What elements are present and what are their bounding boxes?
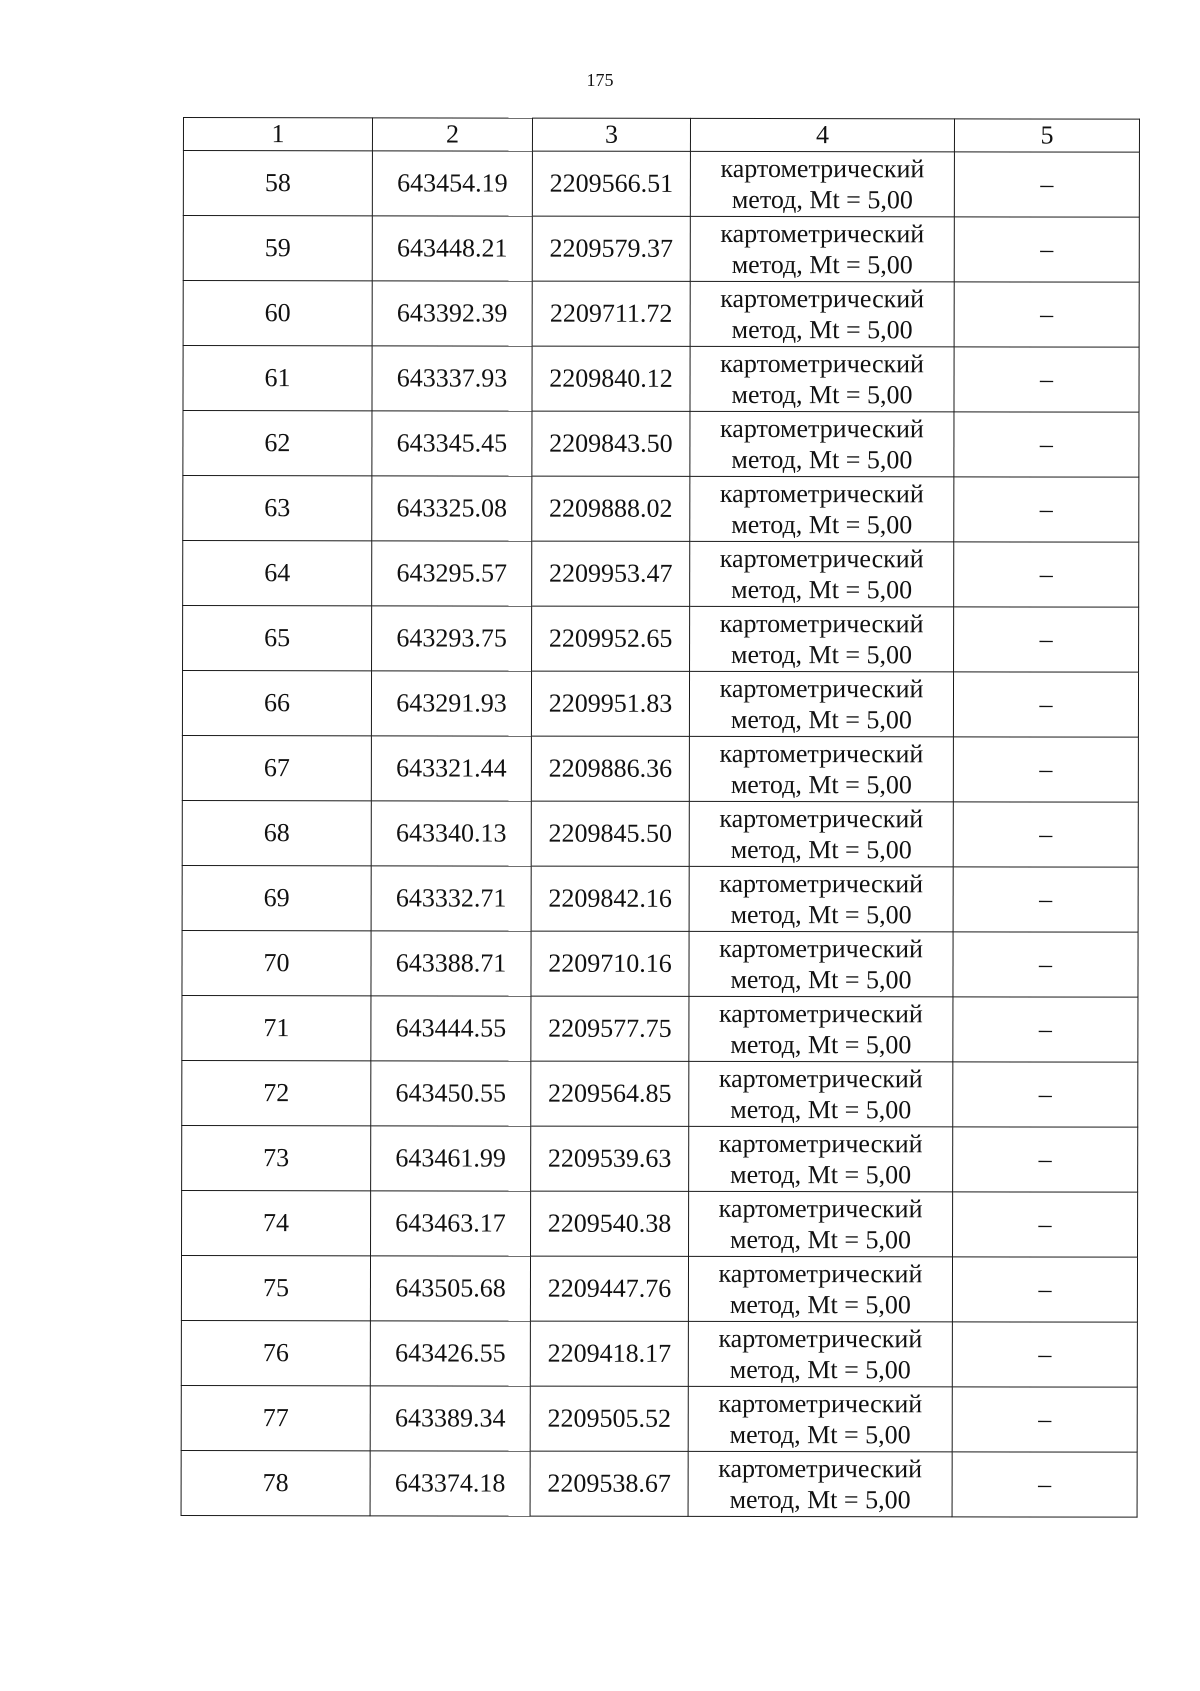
method-cell bbox=[689, 1126, 953, 1191]
table-row bbox=[183, 346, 1139, 413]
x-coordinate-cell: 643505.68 bbox=[370, 1256, 530, 1321]
table-row bbox=[182, 735, 1138, 802]
table-row bbox=[182, 1060, 1138, 1127]
method-line-2: метод, Mt = 5,00 bbox=[731, 639, 913, 670]
method-line-2: метод, Mt = 5,00 bbox=[729, 1289, 911, 1320]
header-col-4: 4 bbox=[690, 118, 954, 151]
method-line-1: картометрический bbox=[719, 478, 924, 509]
point-number-cell: 61 bbox=[183, 346, 372, 411]
table-row bbox=[181, 1450, 1137, 1517]
note-cell: – bbox=[954, 412, 1139, 477]
method-line-2: метод, Mt = 5,00 bbox=[729, 1354, 911, 1385]
method-line-1: картометрический bbox=[719, 738, 924, 769]
x-coordinate-cell: 643345.45 bbox=[372, 411, 532, 476]
method-line-1: картометрический bbox=[720, 283, 925, 314]
y-coordinate-cell: 2209540.38 bbox=[531, 1191, 689, 1256]
point-number-cell: 65 bbox=[183, 606, 372, 671]
point-number-cell: 68 bbox=[182, 800, 371, 865]
note-cell: – bbox=[953, 867, 1138, 932]
note-cell: – bbox=[952, 1452, 1137, 1517]
table-row bbox=[181, 1255, 1137, 1322]
method-cell bbox=[690, 281, 954, 346]
method-line-2: метод, Mt = 5,00 bbox=[730, 899, 912, 930]
y-coordinate-cell: 2209840.12 bbox=[532, 346, 690, 411]
y-coordinate-cell: 2209711.72 bbox=[532, 281, 690, 346]
note-cell: – bbox=[952, 1322, 1137, 1387]
point-number-cell: 75 bbox=[181, 1255, 370, 1320]
method-line-1: картометрический bbox=[719, 608, 924, 639]
method-line-1: картометрический bbox=[719, 673, 924, 704]
method-line-1: картометрический bbox=[719, 543, 924, 574]
x-coordinate-cell: 643293.75 bbox=[372, 606, 532, 671]
note-cell: – bbox=[953, 1127, 1138, 1192]
point-number-cell: 71 bbox=[182, 995, 371, 1060]
method-line-2: метод, Mt = 5,00 bbox=[731, 249, 913, 280]
method-line-1: картометрический bbox=[718, 1258, 923, 1289]
table-row bbox=[183, 216, 1139, 283]
x-coordinate-cell: 643332.71 bbox=[371, 866, 531, 931]
method-cell bbox=[689, 996, 953, 1061]
table-row bbox=[181, 1385, 1137, 1452]
method-line-2: метод, Mt = 5,00 bbox=[731, 184, 913, 215]
header-col-2: 2 bbox=[372, 118, 532, 151]
note-cell: – bbox=[954, 217, 1139, 282]
point-number-cell: 72 bbox=[182, 1060, 371, 1125]
note-cell: – bbox=[952, 1387, 1137, 1452]
point-number-cell: 67 bbox=[182, 735, 371, 800]
method-cell bbox=[690, 476, 954, 541]
x-coordinate-cell: 643295.57 bbox=[372, 541, 532, 606]
table-row bbox=[182, 995, 1138, 1062]
method-line-1: картометрический bbox=[718, 1323, 923, 1354]
note-cell: – bbox=[953, 672, 1138, 737]
table-header bbox=[183, 118, 1139, 153]
point-number-cell: 77 bbox=[181, 1385, 370, 1450]
method-cell bbox=[689, 931, 953, 996]
y-coordinate-cell: 2209886.36 bbox=[531, 736, 689, 801]
method-cell bbox=[688, 1321, 952, 1386]
point-number-cell: 63 bbox=[183, 476, 372, 541]
point-number-cell: 78 bbox=[181, 1450, 370, 1515]
table-row bbox=[183, 606, 1139, 673]
point-number-cell: 70 bbox=[182, 930, 371, 995]
x-coordinate-cell: 643374.18 bbox=[370, 1451, 530, 1516]
method-line-1: картометрический bbox=[718, 1453, 923, 1484]
table-body bbox=[181, 151, 1139, 1518]
table-row bbox=[183, 281, 1139, 348]
x-coordinate-cell: 643463.17 bbox=[371, 1191, 531, 1256]
x-coordinate-cell: 643461.99 bbox=[371, 1126, 531, 1191]
y-coordinate-cell: 2209538.67 bbox=[530, 1451, 688, 1516]
table-row bbox=[183, 541, 1139, 608]
method-line-2: метод, Mt = 5,00 bbox=[730, 834, 912, 865]
table-row bbox=[182, 671, 1138, 738]
point-number-cell: 64 bbox=[183, 541, 372, 606]
coordinates-table bbox=[181, 117, 1140, 1518]
y-coordinate-cell: 2209888.02 bbox=[532, 476, 690, 541]
y-coordinate-cell: 2209842.16 bbox=[531, 866, 689, 931]
method-line-1: картометрический bbox=[718, 1193, 923, 1224]
table-row bbox=[183, 151, 1139, 218]
y-coordinate-cell: 2209566.51 bbox=[532, 151, 690, 216]
x-coordinate-cell: 643448.21 bbox=[372, 216, 532, 281]
table-row bbox=[182, 1125, 1138, 1192]
header-col-5: 5 bbox=[954, 119, 1139, 152]
method-line-2: метод, Mt = 5,00 bbox=[729, 1419, 911, 1450]
method-cell bbox=[688, 1256, 952, 1321]
y-coordinate-cell: 2209447.76 bbox=[530, 1256, 688, 1321]
method-line-2: метод, Mt = 5,00 bbox=[730, 1029, 912, 1060]
table-row bbox=[181, 1320, 1137, 1387]
method-cell bbox=[690, 346, 954, 411]
note-cell: – bbox=[954, 477, 1139, 542]
table-row bbox=[182, 1190, 1138, 1257]
note-cell: – bbox=[953, 737, 1138, 802]
method-line-1: картометрический bbox=[719, 868, 924, 899]
method-cell bbox=[689, 736, 953, 801]
method-line-2: метод, Mt = 5,00 bbox=[730, 1094, 912, 1125]
point-number-cell: 62 bbox=[183, 411, 372, 476]
method-line-2: метод, Mt = 5,00 bbox=[731, 444, 913, 475]
method-cell bbox=[690, 411, 954, 476]
point-number-cell: 69 bbox=[182, 865, 371, 930]
method-cell bbox=[690, 151, 954, 216]
y-coordinate-cell: 2209564.85 bbox=[531, 1061, 689, 1126]
header-row bbox=[183, 118, 1139, 153]
method-cell bbox=[688, 1386, 952, 1451]
header-col-3: 3 bbox=[532, 118, 690, 151]
point-number-cell: 60 bbox=[183, 281, 372, 346]
point-number-cell: 73 bbox=[182, 1125, 371, 1190]
y-coordinate-cell: 2209577.75 bbox=[531, 996, 689, 1061]
method-line-1: картометрический bbox=[720, 348, 925, 379]
x-coordinate-cell: 643444.55 bbox=[371, 996, 531, 1061]
y-coordinate-cell: 2209579.37 bbox=[532, 216, 690, 281]
method-line-2: метод, Mt = 5,00 bbox=[730, 964, 912, 995]
method-line-2: метод, Mt = 5,00 bbox=[730, 1159, 912, 1190]
y-coordinate-cell: 2209539.63 bbox=[531, 1126, 689, 1191]
method-cell bbox=[690, 216, 954, 281]
note-cell: – bbox=[954, 152, 1139, 217]
method-cell bbox=[689, 801, 953, 866]
method-line-2: метод, Mt = 5,00 bbox=[729, 1484, 911, 1515]
method-line-1: картометрический bbox=[720, 153, 925, 184]
page-number: 175 bbox=[586, 70, 614, 90]
note-cell: – bbox=[953, 1062, 1138, 1127]
y-coordinate-cell: 2209505.52 bbox=[530, 1386, 688, 1451]
point-number-cell: 59 bbox=[183, 216, 372, 281]
table-row bbox=[183, 476, 1139, 543]
method-line-2: метод, Mt = 5,00 bbox=[731, 574, 913, 605]
x-coordinate-cell: 643388.71 bbox=[371, 931, 531, 996]
note-cell: – bbox=[954, 607, 1139, 672]
method-line-2: метод, Mt = 5,00 bbox=[731, 509, 913, 540]
y-coordinate-cell: 2209418.17 bbox=[530, 1321, 688, 1386]
x-coordinate-cell: 643325.08 bbox=[372, 476, 532, 541]
x-coordinate-cell: 643392.39 bbox=[372, 281, 532, 346]
note-cell: – bbox=[953, 932, 1138, 997]
method-cell bbox=[690, 606, 954, 671]
point-number-cell: 66 bbox=[182, 671, 371, 736]
point-number-cell: 58 bbox=[183, 151, 372, 216]
y-coordinate-cell: 2209952.65 bbox=[532, 606, 690, 671]
y-coordinate-cell: 2209951.83 bbox=[531, 671, 689, 736]
method-cell bbox=[690, 541, 954, 606]
method-line-2: метод, Mt = 5,00 bbox=[730, 704, 912, 735]
method-cell bbox=[689, 866, 953, 931]
y-coordinate-cell: 2209845.50 bbox=[531, 801, 689, 866]
method-line-1: картометрический bbox=[718, 1063, 923, 1094]
method-line-1: картометрический bbox=[718, 1388, 923, 1419]
note-cell: – bbox=[952, 1257, 1137, 1322]
table-row bbox=[182, 930, 1138, 997]
method-cell bbox=[689, 1061, 953, 1126]
x-coordinate-cell: 643389.34 bbox=[370, 1386, 530, 1451]
table-row bbox=[183, 411, 1139, 478]
table-row bbox=[182, 865, 1138, 932]
method-line-1: картометрический bbox=[719, 933, 923, 964]
method-cell bbox=[688, 1451, 952, 1516]
note-cell: – bbox=[954, 282, 1139, 347]
x-coordinate-cell: 643291.93 bbox=[371, 671, 531, 736]
method-line-1: картометрический bbox=[720, 218, 925, 249]
method-line-1: картометрический bbox=[720, 413, 924, 444]
method-cell bbox=[689, 671, 953, 736]
x-coordinate-cell: 643337.93 bbox=[372, 346, 532, 411]
x-coordinate-cell: 643340.13 bbox=[371, 801, 531, 866]
method-line-1: картометрический bbox=[719, 998, 923, 1029]
method-cell bbox=[689, 1191, 953, 1256]
header-col-1: 1 bbox=[183, 118, 372, 151]
x-coordinate-cell: 643454.19 bbox=[372, 151, 532, 216]
table-row bbox=[182, 800, 1138, 867]
y-coordinate-cell: 2209953.47 bbox=[532, 541, 690, 606]
method-line-1: картометрический bbox=[719, 803, 924, 834]
note-cell: – bbox=[953, 1192, 1138, 1257]
point-number-cell: 76 bbox=[181, 1320, 370, 1385]
y-coordinate-cell: 2209710.16 bbox=[531, 931, 689, 996]
note-cell: – bbox=[953, 997, 1138, 1062]
y-coordinate-cell: 2209843.50 bbox=[532, 411, 690, 476]
method-line-2: метод, Mt = 5,00 bbox=[731, 314, 913, 345]
note-cell: – bbox=[953, 802, 1138, 867]
x-coordinate-cell: 643426.55 bbox=[370, 1321, 530, 1386]
note-cell: – bbox=[954, 347, 1139, 412]
note-cell: – bbox=[954, 542, 1139, 607]
point-number-cell: 74 bbox=[182, 1190, 371, 1255]
method-line-2: метод, Mt = 5,00 bbox=[730, 1224, 912, 1255]
x-coordinate-cell: 643450.55 bbox=[371, 1061, 531, 1126]
method-line-1: картометрический bbox=[718, 1128, 923, 1159]
method-line-2: метод, Mt = 5,00 bbox=[730, 769, 912, 800]
method-line-2: метод, Mt = 5,00 bbox=[731, 379, 913, 410]
x-coordinate-cell: 643321.44 bbox=[371, 736, 531, 801]
